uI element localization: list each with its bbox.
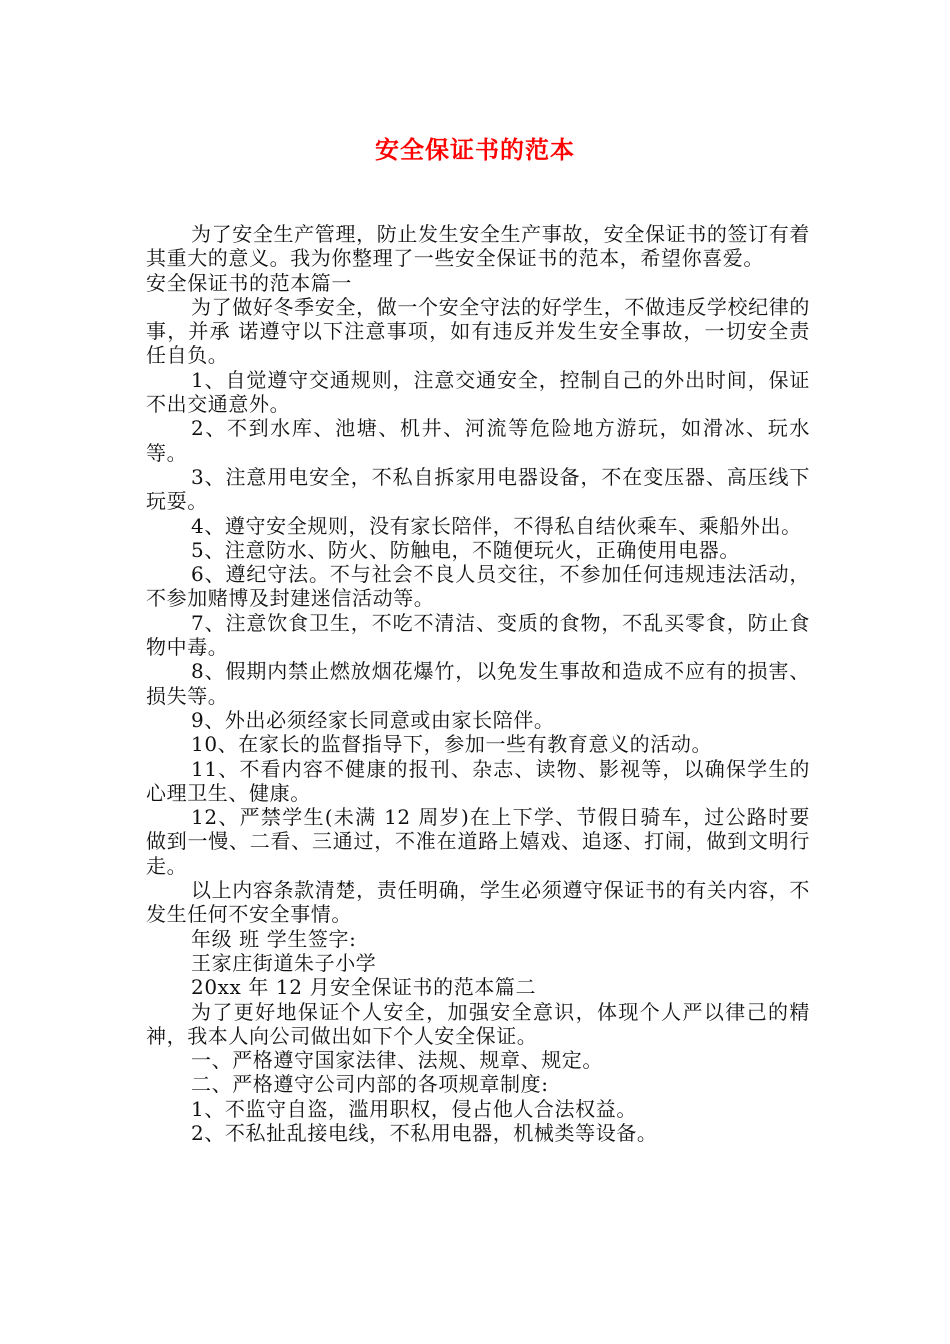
list-item: 4、遵守安全规则，没有家长陪伴，不得私自结伙乘车、乘船外出。	[191, 513, 802, 538]
section-1-heading: 安全保证书的范本篇一	[146, 270, 352, 295]
list-item: 2、不到水库、池塘、机井、河流等危险地方游玩，如滑冰、玩水等。	[146, 416, 810, 465]
list-item: 5、注意防水、防火、防触电，不随便玩火，正确使用电器。	[191, 537, 740, 562]
list-item: 10、在家长的监督指导下，参加一些有教育意义的活动。	[191, 732, 713, 757]
school-line: 王家庄街道朱子小学	[191, 950, 377, 975]
list-item: 1、不监守自盗，滥用职权，侵占他人合法权益。	[191, 1096, 637, 1121]
list-item: 8、假期内禁止燃放烟花爆竹，以免发生事故和造成不应有的损害、损失等。	[146, 659, 810, 708]
list-item: 一、严格遵守国家法律、法规、规章、规定。	[191, 1048, 603, 1073]
list-item: 11、不看内容不健康的报刊、杂志、读物、影视等，以确保学生的心理卫生、健康。	[146, 756, 810, 805]
list-item: 7、注意饮食卫生，不吃不清洁、变质的食物，不乱买零食，防止食物中毒。	[146, 610, 810, 660]
list-item: 1、自觉遵守交通规则，注意交通安全，控制自己的外出时间，保证不出交通意外。	[146, 367, 810, 417]
list-item: 12、严禁学生(未满 12 周岁)在上下学、节假日骑车，过公路时要做到一慢、二看、三通过，不准在道路上嬉戏、追逐、打闹，做到文明行走。	[146, 805, 810, 878]
list-item: 2、不私扯乱接电线，不私用电器，机械类等设备。	[191, 1120, 658, 1145]
list-item: 二、严格遵守公司内部的各项规章制度:	[191, 1072, 549, 1097]
list-item: 9、外出必须经家长同意或由家长陪伴。	[191, 707, 555, 732]
section-2-heading: 20xx 年 12 月安全保证书的范本篇二	[191, 975, 537, 1000]
intro-paragraph: 为了安全生产管理，防止发生安全生产事故，安全保证书的签订有着其重大的意义。我为你整理了一些安全保证书的范本，希望你喜爱。	[146, 222, 810, 271]
section-1-intro: 为了做好冬季安全，做一个安全守法的好学生，不做违反学校纪律的事，并承 诺遵守以下注意事项，如有违反并发生安全事故，一切安全责任自负。	[146, 294, 810, 368]
signature-line: 年级 班 学生签字:	[191, 926, 357, 951]
section-2-intro: 为了更好地保证个人安全，加强安全意识，体现个人严以律己的精神，我本人向公司做出如下个人安全保证。	[146, 999, 810, 1048]
section-1-closing: 以上内容条款清楚，责任明确，学生必须遵守保证书的有关内容，不发生任何不安全事情。	[146, 878, 810, 927]
list-item: 6、遵纪守法。不与社会不良人员交往，不参加任何违规违法活动，不参加赌博及封建迷信活动等。	[146, 562, 810, 611]
list-item: 3、注意用电安全，不私自拆家用电器设备，不在变压器、高压线下玩耍。	[146, 464, 810, 514]
document-title: 安全保证书的范本	[375, 136, 575, 164]
document-body	[146, 222, 810, 1145]
